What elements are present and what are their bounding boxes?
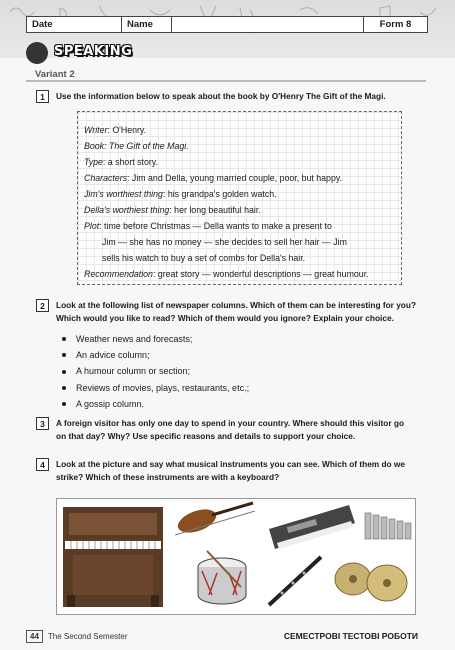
task-number: 3 [36,417,49,430]
info-value: sells his watch to buy a set of combs for Della's hair. [102,253,306,263]
cymbals-icon [335,563,407,601]
list-item: A humour column or section; [56,363,249,379]
variant-label: Variant 2 [35,69,75,80]
footer-right: СЕМЕСТРОВІ ТЕСТОВІ РОБОТИ [283,631,418,641]
synthesizer-icon [269,505,355,549]
task-3-instruction [56,417,426,443]
drum-icon [198,551,246,604]
name-field[interactable] [172,16,364,33]
footer-semester: The Second Semester [47,632,128,641]
task-4-instruction [56,458,426,484]
clarinet-icon [269,557,321,605]
task-line: Look at the picture and say what musical instruments you can see. Which of them do we [56,459,406,469]
info-value: : O'Henry. [107,125,147,135]
list-item: A gossip column. [56,396,249,412]
task-line: strike? Which of these instruments are with a keyboard? [56,472,280,482]
task-line: Which would you like to read? Which of them would you ignore? Explain your choice. [56,313,394,323]
info-label: Book [84,141,105,151]
book-info-text [84,122,396,282]
xylophone-icon [365,513,411,539]
list-item: An advice column; [56,347,249,363]
task-line: Look at the following list of newspaper columns. Which of them can be interesting for you? [56,300,417,310]
task-line: on that day? Why? Use specific reasons and details to support your choice. [56,431,356,441]
info-value: Jim — she has no money — she decides to sell her hair — Jim [102,237,347,247]
date-field[interactable]: Date [26,16,122,33]
info-label: Plot [84,221,100,231]
info-label: Della's worthiest thing [84,205,170,215]
info-value: : his grandpa's golden watch. [162,189,277,199]
info-label: Type [84,157,103,167]
newspaper-columns-list [56,331,249,412]
violin-icon [175,503,255,537]
info-value: : The Gift of the Magi. [104,141,189,151]
divider [26,80,426,82]
info-label: Recommendation [84,269,153,279]
task-2-instruction [56,299,426,325]
info-value: : great story — wonderful descriptions — great humour. [152,269,369,279]
info-label: Jim's worthiest thing [84,189,163,199]
section-title: SPEAKING [54,44,133,59]
task-number: 2 [36,299,49,312]
info-label: Writer [84,125,108,135]
list-item: Reviews of movies, plays, restaurants, etc.; [56,380,249,396]
info-label: Characters [84,173,128,183]
form-label: Form 8 [364,16,428,33]
instruments-picture [56,498,416,615]
info-value: : time before Christmas — Della wants to make a present to [99,221,332,231]
task-line: A foreign visitor has only one day to spend in your country. Where should this visitor go [56,418,405,428]
info-value: : a short story. [102,157,158,167]
info-value: : her long beautiful hair. [169,205,261,215]
piano-icon [63,507,163,607]
name-label: Name [122,16,172,33]
task-number: 1 [36,90,49,103]
info-value: : Jim and Della, young married couple, poor, but happy. [127,173,343,183]
task-number: 4 [36,458,49,471]
footer-left [26,630,128,643]
list-item: Weather news and forecasts; [56,331,249,347]
task-1-instruction [56,90,426,103]
task-line: Use the information below to speak about the book by O'Henry The Gift of the Magi. [56,91,386,101]
page-number: 44 [26,630,43,643]
speech-bubble-icon [26,42,48,64]
